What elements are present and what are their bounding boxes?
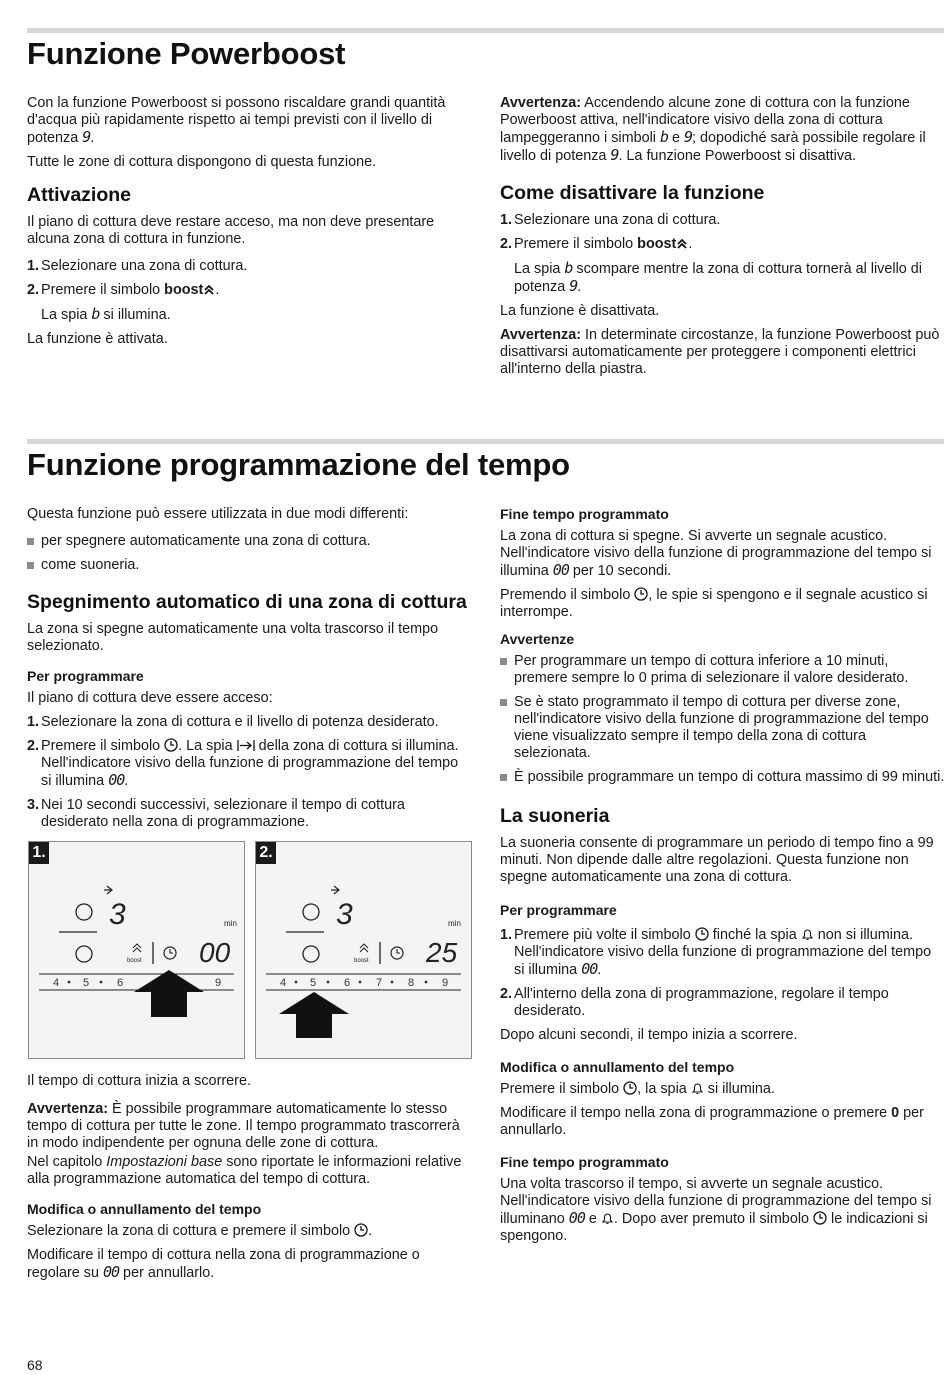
scale-label: 8 (408, 977, 415, 989)
subheading: Avvertenze (500, 631, 575, 647)
bell-icon (601, 1211, 614, 1225)
time-display: 25 (426, 937, 458, 968)
boost-label: boost (354, 958, 369, 964)
subheading: Per programmare (500, 902, 617, 918)
paragraph: Una volta trascorso il tempo, si avverte un segnale acustico. Nell'indicatore visivo della funzione di programmazione del tempo si illuminano 00 e . Dopo aver premuto il simbolo le indicazioni si spengono. (500, 1176, 932, 1244)
list-item: come suoneria. (27, 557, 472, 574)
section-title: Funzione Powerboost (27, 36, 346, 71)
clock-icon (813, 1211, 827, 1225)
heading: Spegnimento automatico di una zona di cottura (27, 591, 467, 613)
bell-icon (801, 927, 814, 941)
paragraph: Con la funzione Powerboost si possono riscaldare grandi quantità d'acqua più rapidamente rispetto ai tempi previsti con il livello di potenza 9. (27, 95, 446, 146)
list-item: per spegnere automaticamente una zona di cottura. (27, 533, 472, 550)
step-result: La spia b scompare mentre la zona di cottura tornerà al livello di potenza 9. (514, 259, 922, 295)
step: 1. Premere più volte il simbolo finché la spia non si illumina. Nell'indicatore visivo della funzione di programmazione del tempo si illumina 00. (500, 927, 932, 978)
panel-badge: 1. (29, 842, 49, 864)
illustration (27, 841, 472, 1063)
paragraph: La zona si spegne automaticamente una volta trascorso il tempo selezionato. (27, 621, 439, 654)
subheading: Fine tempo programmato (500, 1154, 669, 1170)
clock-icon (695, 927, 709, 941)
paragraph: La funzione è disattivata. (500, 303, 660, 319)
clock-icon (623, 1081, 637, 1095)
powerboost-right-column (500, 95, 945, 385)
scale-label: 4 (53, 977, 60, 989)
bell-icon (691, 1081, 704, 1095)
scale-label: 9 (442, 977, 449, 989)
arrow-pointer (134, 970, 204, 1017)
nine-symbol: 9 (82, 128, 91, 146)
boost-icon (203, 284, 215, 296)
subheading: Modifica o annullamento del tempo (27, 1201, 262, 1217)
subheading: Fine tempo programmato (500, 506, 669, 522)
control-panel-drawing (29, 842, 244, 1058)
paragraph: Premere il simbolo , la spia si illumina. (500, 1081, 775, 1097)
powerboost-left-column (27, 95, 472, 355)
panel-badge: 2. (256, 842, 276, 864)
heading: Attivazione (27, 184, 132, 206)
timer-right-column (500, 506, 945, 1252)
paragraph: Tutte le zone di cottura dispongono di questa funzione. (27, 154, 377, 170)
clock-icon (354, 1223, 368, 1237)
scale-label: 9 (215, 977, 222, 989)
paragraph: Il piano di cottura deve restare acceso, ma non deve presentare alcuna zona di cottura in funzione. (27, 214, 435, 247)
step: 2. Premere il simbolo boost . (500, 236, 693, 252)
clock-icon (634, 587, 648, 601)
panel-step-2 (255, 841, 472, 1059)
step: 2. Premere il simbolo . La spia della zona di cottura si illumina. Nell'indicatore visivo della funzione di programmazione del tempo si illumina 00. (27, 738, 459, 789)
scale-label: 5 (83, 977, 90, 989)
control-panel-drawing (256, 842, 471, 1058)
time-display: 00 (199, 937, 231, 968)
scale-label: 5 (310, 977, 317, 989)
step-result: La spia b si illumina. (41, 305, 171, 323)
min-label: min (448, 919, 461, 928)
paragraph: Modificare il tempo di cottura nella zona di programmazione o regolare su 00 per annullarlo. (27, 1247, 420, 1281)
paragraph: La funzione è attivata. (27, 331, 168, 347)
paragraph: Dopo alcuni secondi, il tempo inizia a scorrere. (500, 1027, 798, 1043)
list-item: Per programmare un tempo di cottura inferiore a 10 minuti, premere sempre lo 0 prima di selezionare il valore desiderato. (500, 653, 945, 687)
step: 1. Selezionare la zona di cottura e il livello di potenza desiderato. (27, 714, 439, 730)
section-rule (27, 28, 944, 33)
arrow-pointer (279, 992, 349, 1038)
boost-label: boost (127, 958, 142, 964)
timer-zone-icon (237, 739, 255, 752)
subheading: Modifica o annullamento del tempo (500, 1059, 735, 1075)
level-display: 3 (336, 898, 353, 931)
boost-label: boost (164, 282, 204, 298)
scale-label: 6 (344, 977, 351, 989)
paragraph: Modificare il tempo nella zona di programmazione o premere 0 per annullarlo. (500, 1105, 924, 1138)
paragraph: La zona di cottura si spegne. Si avverte un segnale acustico. Nell'indicatore visivo della funzione di programmazione del tempo si illumina 00 per 10 secondi. (500, 528, 932, 579)
step: 3. Nei 10 secondi successivi, selezionare il tempo di cottura desiderato nella zona di programmazione. (27, 797, 405, 830)
step: 2. All'interno della zona di programmazione, regolare il tempo desiderato. (500, 986, 889, 1019)
step: 1. Selezionare una zona di cottura. (27, 258, 248, 274)
paragraph: Selezionare la zona di cottura e premere il simbolo . (27, 1223, 373, 1239)
warning: Avvertenza: In determinate circostanze, la funzione Powerboost può disattivarsi automaticamente per proteggere i componenti elettrici all'interno della piastra. (500, 327, 940, 377)
paragraph: Nel capitolo Impostazioni base sono riportate le informazioni relative alla programmazione automatica del tempo di cottura. (27, 1154, 462, 1187)
step: 2. Premere il simbolo boost . (27, 282, 220, 298)
clock-icon (164, 738, 178, 752)
panel-step-1 (28, 841, 245, 1059)
heading: Come disattivare la funzione (500, 182, 765, 204)
subheading: Per programmare (27, 668, 144, 684)
scale-label: 4 (280, 977, 287, 989)
boost-icon (676, 238, 688, 250)
section-rule (27, 439, 944, 444)
list-item: Se è stato programmato il tempo di cottura per diverse zone, nell'indicatore visivo della funzione di programmazione del tempo viene visualizzato sempre il tempo della zona di cottura selezionata. (500, 694, 945, 762)
warning: Avvertenza: Accendendo alcune zone di cottura con la funzione Powerboost attiva, nell'indicatore visivo della zona di cottura lampeggeranno i simboli b e 9; dopodiché sarà possibile regolare il livello di potenza 9. La funzione Powerboost si disattiva. (500, 95, 926, 164)
heading: La suoneria (500, 805, 610, 827)
paragraph: Premendo il simbolo , le spie si spengono e il segnale acustico si interrompe. (500, 587, 928, 620)
b-symbol: b (91, 305, 100, 323)
step: 1. Selezionare una zona di cottura. (500, 212, 721, 228)
timer-left-column (27, 506, 472, 1289)
section-title: Funzione programmazione del tempo (27, 447, 570, 482)
paragraph: Il piano di cottura deve essere acceso: (27, 690, 273, 706)
paragraph: La suoneria consente di programmare un periodo di tempo fino a 99 minuti. Non dipende dalle altre regolazioni. Questa funzione non spegne automaticamente una zona di cottura. (500, 835, 934, 885)
list-item: È possibile programmare un tempo di cottura massimo di 99 minuti. (500, 769, 945, 786)
scale-label: 6 (117, 977, 124, 989)
level-display: 3 (109, 898, 126, 931)
scale-label: 7 (376, 977, 383, 989)
min-label: min (224, 919, 237, 928)
paragraph: Il tempo di cottura inizia a scorrere. (27, 1073, 251, 1089)
warning: Avvertenza: È possibile programmare automaticamente lo stesso tempo di cottura per tutte le zone. Il tempo programmato trascorrerà in modo indipendente per ognuna delle zone di cottura. (27, 1101, 460, 1151)
page-number: 68 (27, 1357, 43, 1373)
paragraph: Questa funzione può essere utilizzata in due modi differenti: (27, 506, 409, 522)
